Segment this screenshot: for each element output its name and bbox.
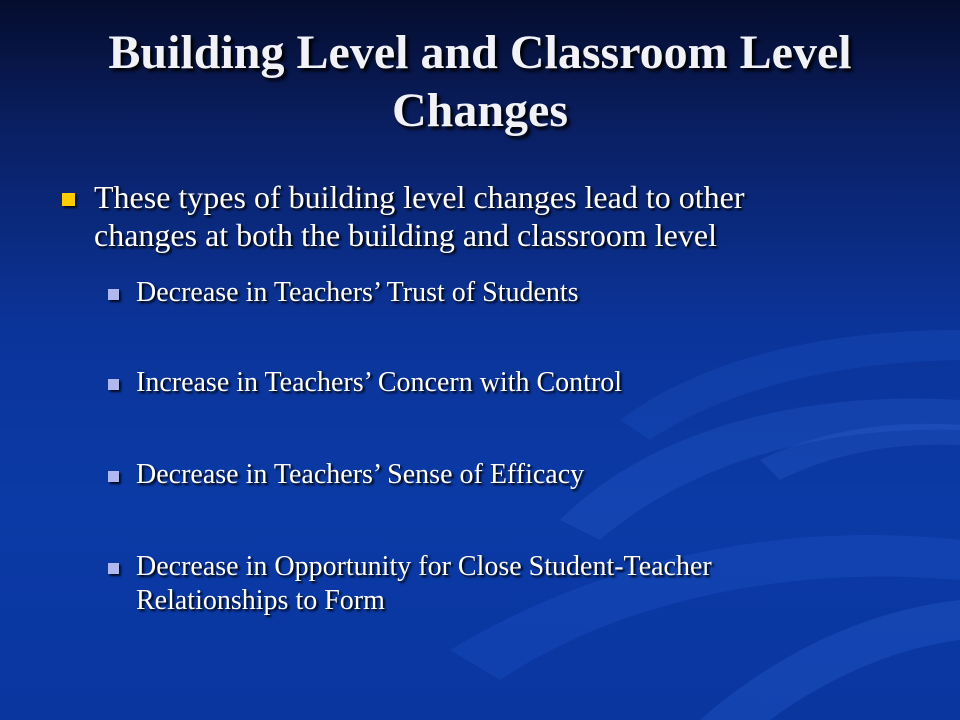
square-bullet-icon: [108, 379, 119, 390]
sub-bullet-line: Increase in Teachers’ Concern with Control: [136, 367, 623, 398]
main-bullet-text: [94, 178, 914, 254]
sub-bullet-text: [136, 276, 896, 310]
main-bullet-line: changes at both the building and classroom level: [94, 217, 717, 253]
sub-bullet-line: Relationships to Form: [136, 585, 385, 616]
sub-bullet-text: [136, 550, 896, 618]
square-bullet-icon: [108, 289, 119, 300]
sub-bullet-line: Decrease in Teachers’ Trust of Students: [136, 277, 579, 308]
square-bullet-icon: [108, 471, 119, 482]
main-bullet-line: These types of building level changes lead to other: [94, 179, 745, 215]
square-bullet-icon: [108, 563, 119, 574]
sub-bullet-text: [136, 458, 896, 492]
sub-bullet-text: [136, 366, 896, 400]
sub-bullet-line: Decrease in Opportunity for Close Student-Teacher: [136, 551, 712, 582]
slide-title: [40, 24, 920, 140]
slide-title-line: Building Level and Classroom Level: [108, 26, 852, 79]
sub-bullet-line: Decrease in Teachers’ Sense of Efficacy: [136, 459, 585, 490]
square-bullet-icon: [62, 193, 75, 206]
slide-title-line: Changes: [391, 84, 569, 137]
